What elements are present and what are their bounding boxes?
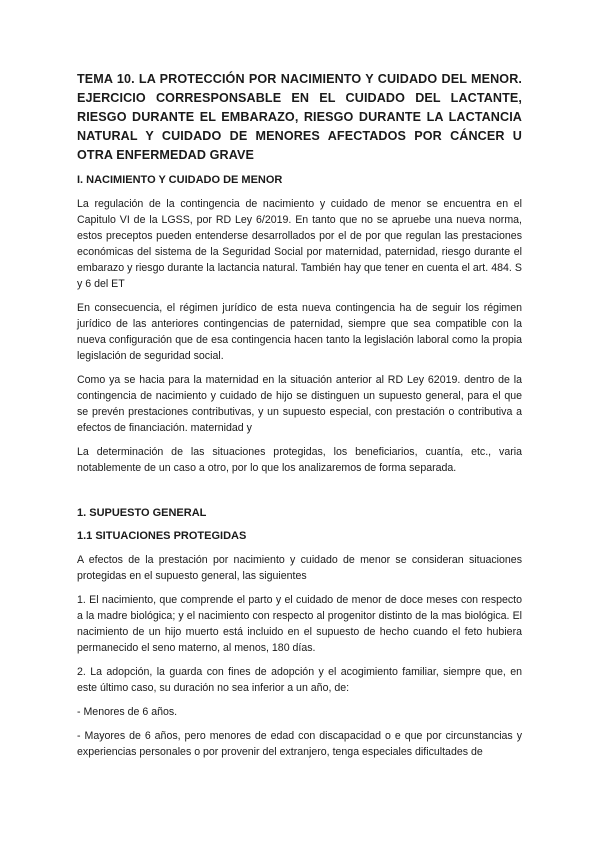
section-heading: I. NACIMIENTO Y CUIDADO DE MENOR <box>77 174 283 186</box>
list-item: - Mayores de 6 años, pero menores de edad con discapacidad o e que por circunstancias y experiencias personales o por provenir del extranjero, tenga especiales dificultades de <box>77 730 522 758</box>
document-body <box>77 70 522 768</box>
list-item: - Menores de 6 años. <box>77 706 178 718</box>
list-item: 1. El nacimiento, que comprende el parto y el cuidado de menor de doce meses con respecto a la madre biológica; y el nacimiento con respecto al progenitor distinto de la mas biológica. El nacimiento de un hijo muerto está incluido en el supuesto de hecho cuando el feto hubiera permanecido el seno materno, al menos, 180 días. <box>77 594 522 654</box>
subsection-heading: 1. SUPUESTO GENERAL <box>77 507 207 519</box>
paragraph: A efectos de la prestación por nacimiento y cuidado de menor se consideran situaciones protegidas en el supuesto general, las siguientes <box>77 554 522 582</box>
document-title: TEMA 10. LA PROTECCIÓN POR NACIMIENTO Y CUIDADO DEL MENOR. EJERCICIO CORRESPONSABLE EN EL CUIDADO DEL LACTANTE, RIESGO DURANTE EL EMBARAZO, RIESGO DURANTE LA LACTANCIA NATURAL Y CUIDADO DE MENORES AFECTADOS POR CÁNCER U OTRA ENFERMEDAD GRAVE <box>77 72 522 162</box>
paragraph: La determinación de las situaciones protegidas, los beneficiarios, cuantía, etc., varia notablemente de un caso a otro, por lo que los analizaremos de forma separada. <box>77 446 522 474</box>
paragraph: En consecuencia, el régimen jurídico de esta nueva contingencia ha de seguir los régimen jurídico de las anteriores contingencias de paternidad, siempre que sea compatible con la nueva configuración que de esa contingencia hacen tanto la legislación laboral como la propia legislación de seguridad social. <box>77 302 522 362</box>
sub-subsection-heading: 1.1 SITUACIONES PROTEGIDAS <box>77 530 247 542</box>
list-item: 2. La adopción, la guarda con fines de adopción y el acogimiento familiar, siempre que, en este último caso, su duración no sea inferior a un año, de: <box>77 666 522 694</box>
paragraph: La regulación de la contingencia de nacimiento y cuidado de menor se encuentra en el Capitulo VI de la LGSS, por RD Ley 6/2019. En tanto que no se apruebe una nueva norma, estos preceptos pueden entenderse desarrollados por el de por que regulan las prestaciones económicas del sistema de la Seguridad Social por maternidad, paternidad, riesgo durante el embarazo y riesgo durante la lactancia natural. También hay que tener en cuenta el art. 484. S y 6 del ET <box>77 198 522 290</box>
spacer <box>77 484 522 506</box>
paragraph: Como ya se hacia para la maternidad en la situación anterior al RD Ley 62019. dentro de la contingencia de nacimiento y cuidado de hijo se distinguen un supuesto general, para el que se prevén prestaciones contributivas, y un supuesto especial, con prestación o contributiva a efectos de financiación. maternidad y <box>77 374 522 434</box>
